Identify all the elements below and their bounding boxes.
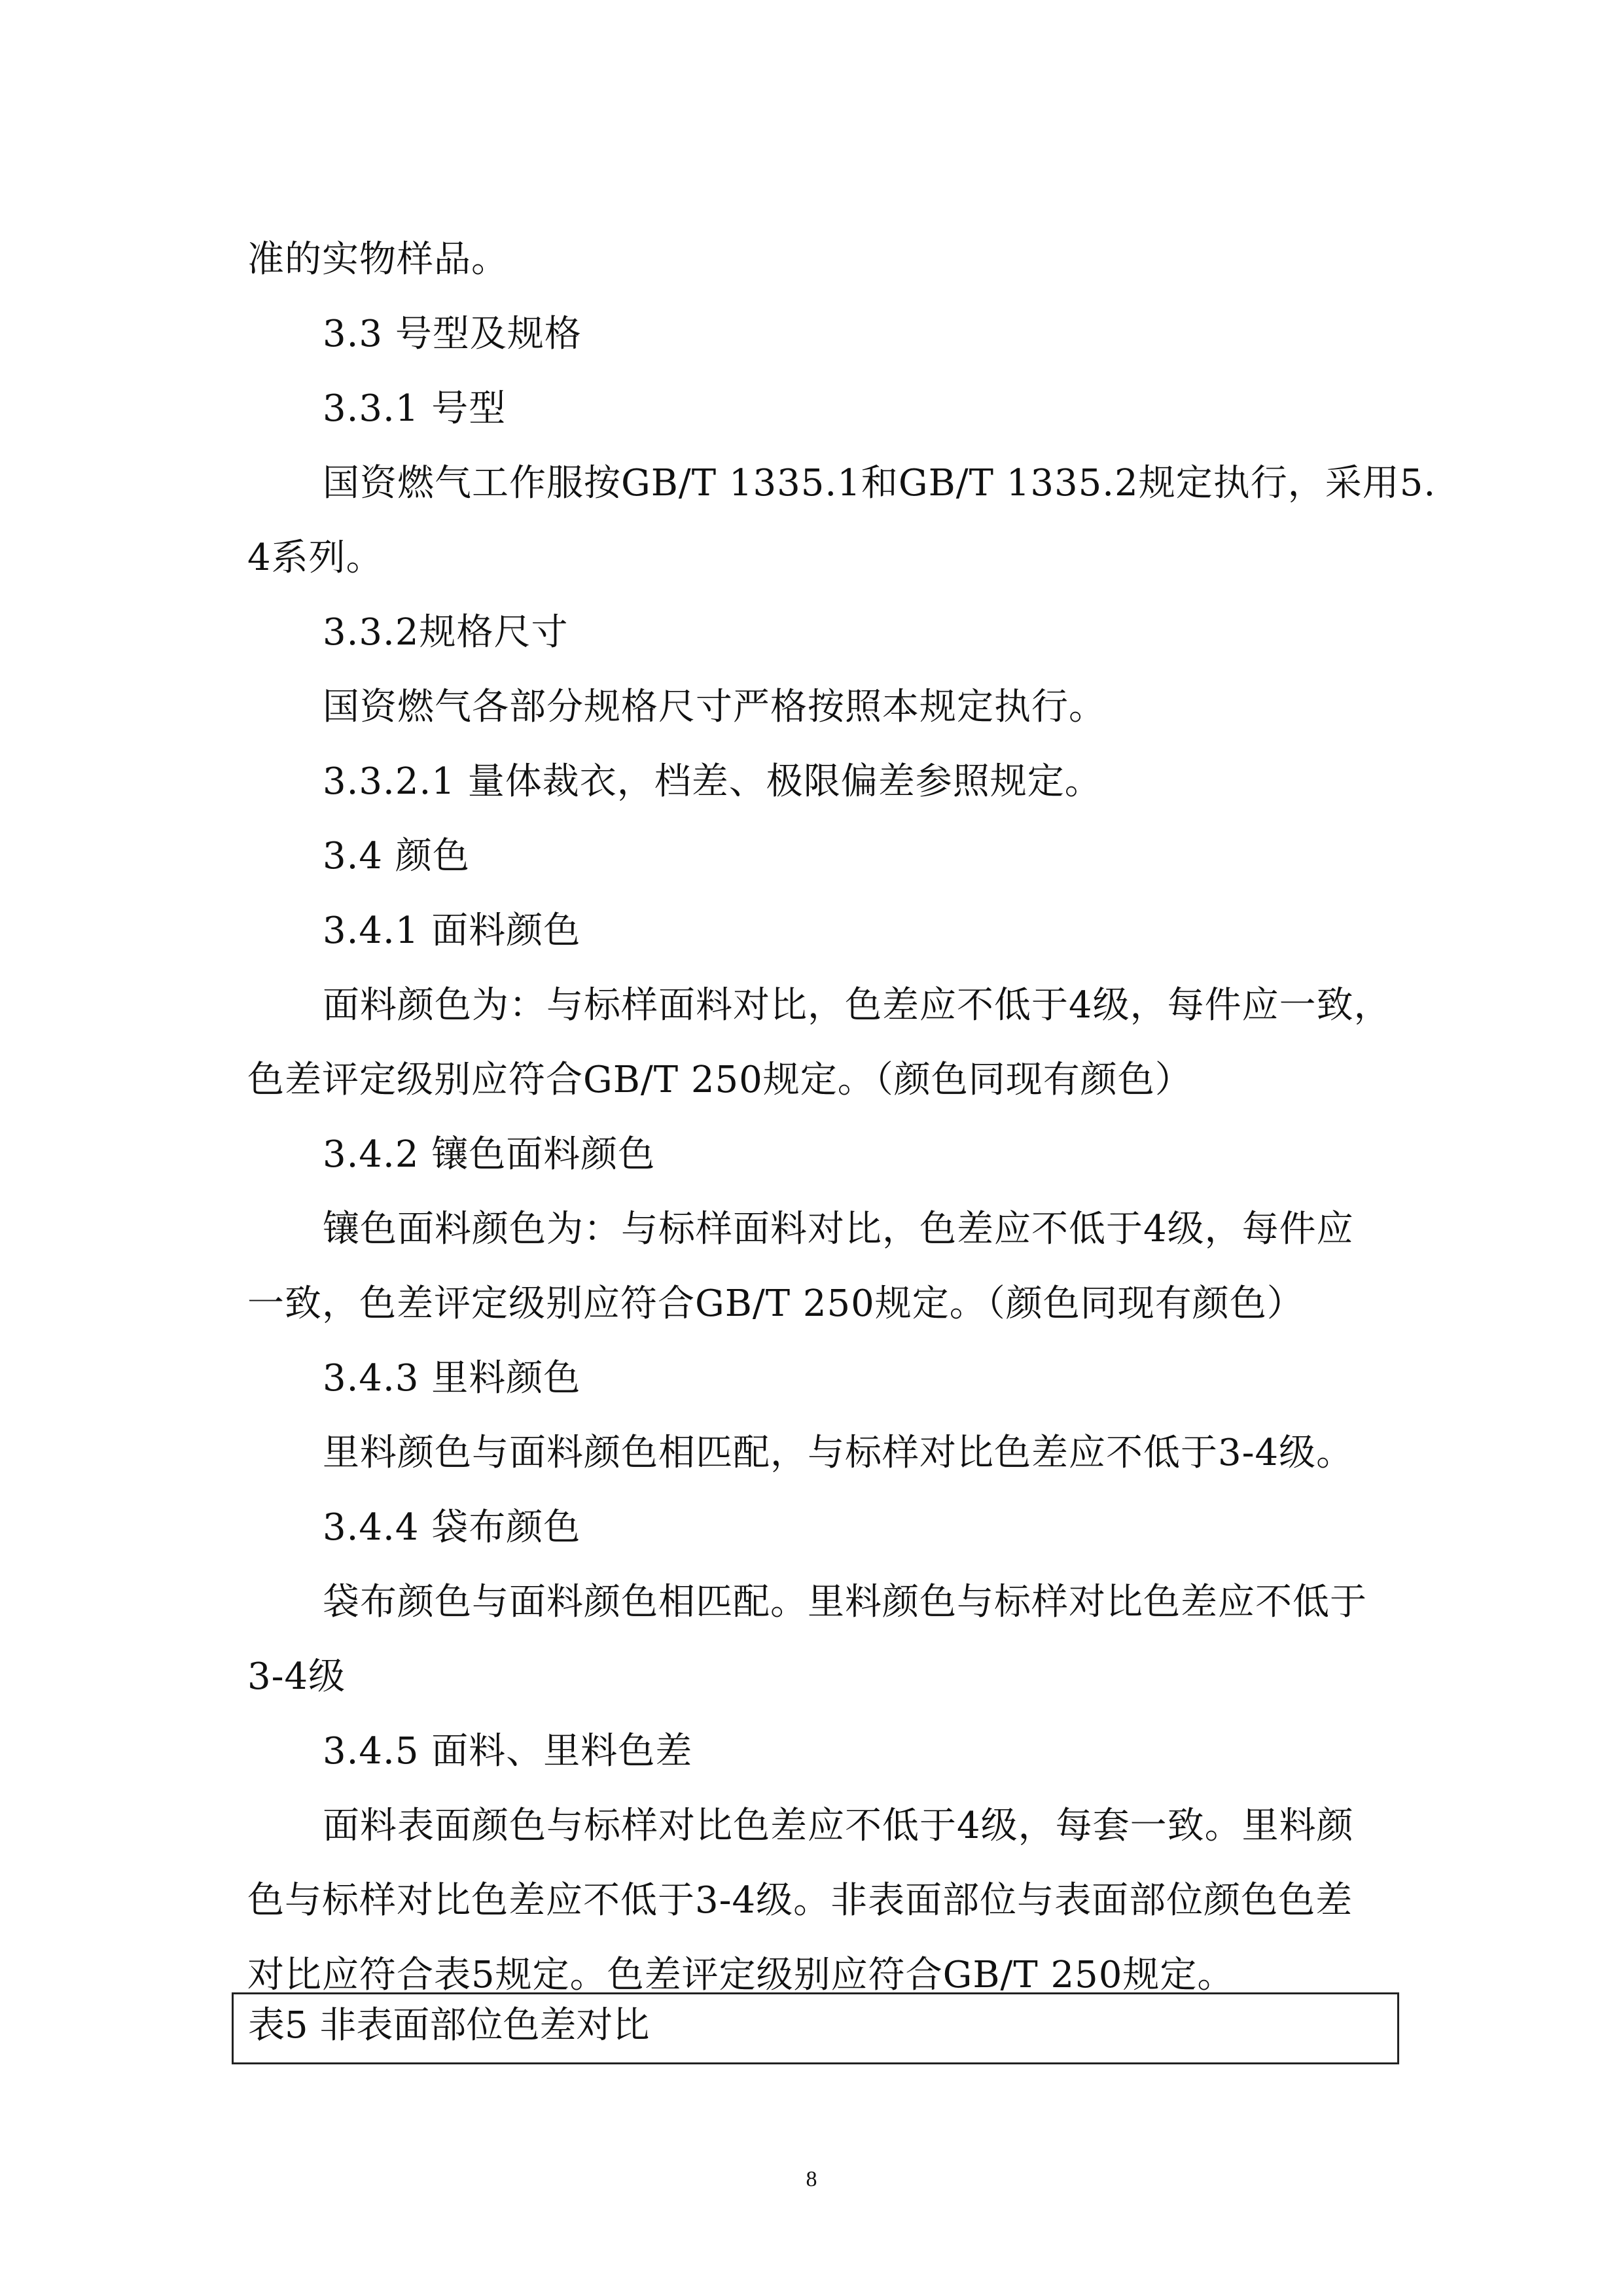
section-heading: 3.4.4 袋布颜色 (323, 1506, 581, 1549)
paragraph-line: 对比应符合表5规定。色差评定级别应符合GB/T 250规定。 (247, 1954, 1235, 1996)
section-heading: 3.4.2 镶色面料颜色 (323, 1133, 656, 1176)
paragraph-line: 色与标样对比色差应不低于3-4级。非表面部位与表面部位颜色色差 (247, 1879, 1353, 1922)
table-5 (232, 1992, 1399, 2064)
paragraph-line: 镶色面料颜色为：与标样面料对比，色差应不低于4级，每件应 (323, 1208, 1354, 1250)
section-heading: 3.3.2规格尺寸 (323, 611, 569, 654)
paragraph-line: 面料表面颜色与标样对比色差应不低于4级，每套一致。里料颜 (323, 1805, 1354, 1847)
section-heading: 3.3.1 号型 (323, 387, 507, 430)
page-number: 8 (806, 2167, 817, 2191)
paragraph-line: 国资燃气各部分规格尺寸严格按照本规定执行。 (323, 686, 1106, 728)
section-heading: 3.4.3 里料颜色 (323, 1357, 581, 1400)
paragraph-line: 准的实物样品。 (247, 238, 508, 281)
paragraph-line: 一致，色差评定级别应符合GB/T 250规定。（颜色同现有颜色） (247, 1282, 1304, 1325)
paragraph-line: 国资燃气工作服按GB/T 1335.1和GB/T 1335.2规定执行，采用5. (323, 462, 1436, 504)
section-heading: 3.3 号型及规格 (323, 313, 582, 355)
table-caption: 表5 非表面部位色差对比 (248, 2004, 650, 2047)
section-heading: 3.4 颜色 (323, 835, 470, 877)
paragraph-line: 3.3.2.1 量体裁衣，档差、极限偏差参照规定。 (323, 760, 1102, 803)
section-heading: 3.4.5 面料、里料色差 (323, 1730, 693, 1773)
paragraph-line: 4系列。 (247, 537, 383, 579)
section-heading: 3.4.1 面料颜色 (323, 910, 581, 952)
paragraph-line: 面料颜色为：与标样面料对比，色差应不低于4级，每件应一致， (323, 984, 1391, 1027)
paragraph-line: 色差评定级别应符合GB/T 250规定。（颜色同现有颜色） (247, 1059, 1192, 1101)
paragraph-line: 里料颜色与面料颜色相匹配，与标样对比色差应不低于3-4级。 (323, 1432, 1354, 1474)
paragraph-line: 袋布颜色与面料颜色相匹配。里料颜色与标样对比色差应不低于 (323, 1581, 1367, 1623)
paragraph-line: 3-4级 (247, 1655, 346, 1698)
